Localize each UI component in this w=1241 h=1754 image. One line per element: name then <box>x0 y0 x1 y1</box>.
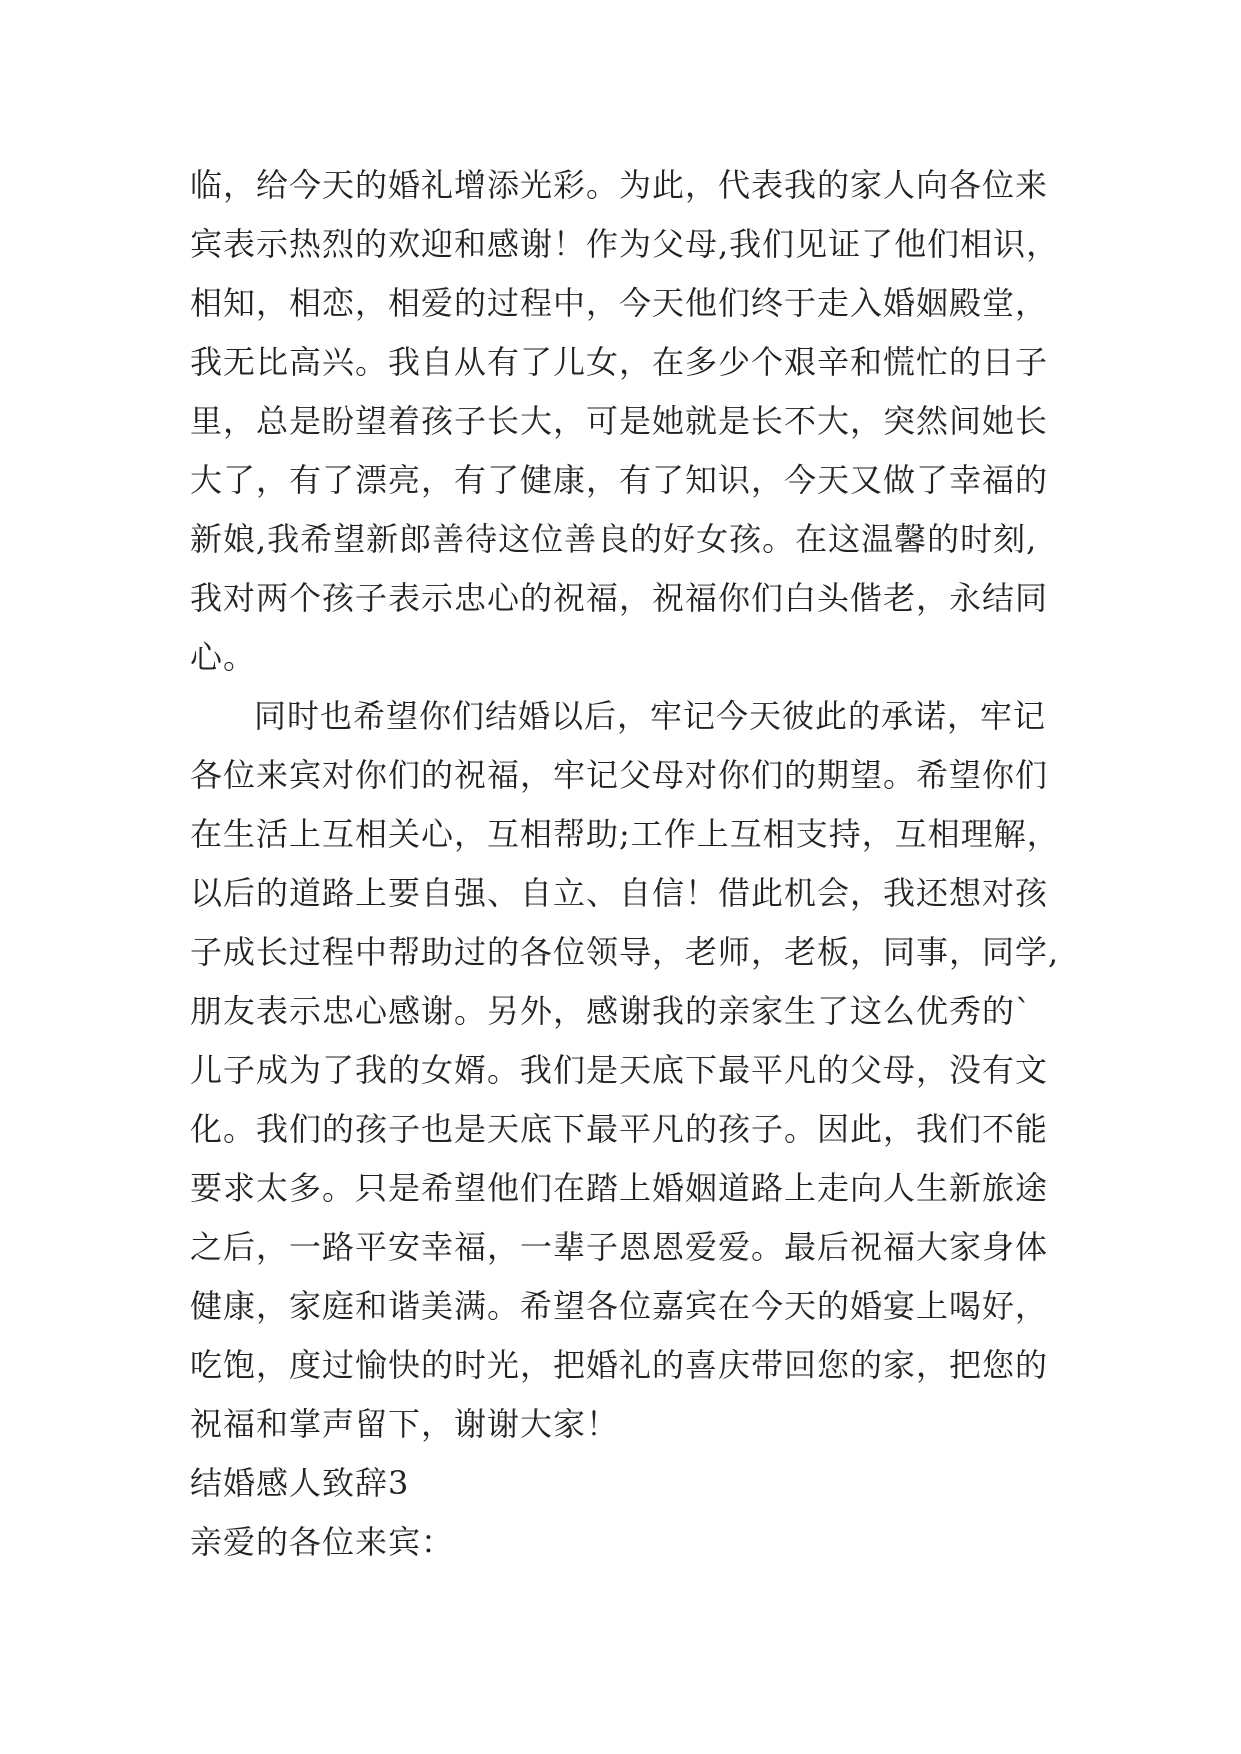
paragraph2-line-13: 祝福和掌声留下，谢谢大家！ <box>190 1405 620 1443</box>
paragraph2-line-10: 之后，一路平安幸福，一辈子恩恩爱爱。最后祝福大家身体 <box>190 1228 1049 1266</box>
paragraph2-line-2: 各位来宾对你们的祝福，牢记父母对你们的期望。希望你们 <box>190 756 1049 794</box>
section-title: 结婚感人致辞3 <box>190 1464 410 1502</box>
paragraph2-line-5: 子成长过程中帮助过的各位领导，老师，老板，同事，同学, <box>190 933 1060 971</box>
paragraph2-line-3: 在生活上互相关心，互相帮助;工作上互相支持，互相理解， <box>190 815 1060 853</box>
paragraph2-line-7: 儿子成为了我的女婿。我们是天底下最平凡的父母，没有文 <box>190 1051 1049 1089</box>
paragraph2-line-9: 要求太多。只是希望他们在踏上婚姻道路上走向人生新旅途 <box>190 1169 1049 1207</box>
greeting-line: 亲爱的各位来宾： <box>190 1523 455 1561</box>
paragraph2-line-12: 吃饱，度过愉快的时光，把婚礼的喜庆带回您的家，把您的 <box>190 1346 1049 1384</box>
paragraph2-line-8: 化。我们的孩子也是天底下最平凡的孩子。因此，我们不能 <box>190 1110 1049 1148</box>
paragraph1-line-8: 我对两个孩子表示忠心的祝福，祝福你们白头偕老，永结同 <box>190 579 1049 617</box>
paragraph1-line-6: 大了，有了漂亮，有了健康，有了知识，今天又做了幸福的 <box>190 461 1049 499</box>
paragraph1-line-5: 里，总是盼望着孩子长大，可是她就是长不大，突然间她长 <box>190 402 1049 440</box>
paragraph1-line-9: 心。 <box>190 638 257 676</box>
paragraph1-line-1: 临，给今天的婚礼增添光彩。为此，代表我的家人向各位来 <box>190 166 1049 204</box>
paragraph2-line-11: 健康，家庭和谐美满。希望各位嘉宾在今天的婚宴上喝好， <box>190 1287 1049 1325</box>
paragraph1-line-3: 相知，相恋，相爱的过程中，今天他们终于走入婚姻殿堂， <box>190 284 1049 322</box>
paragraph2-line-4: 以后的道路上要自强、自立、自信！借此机会，我还想对孩 <box>190 874 1049 912</box>
paragraph1-line-2: 宾表示热烈的欢迎和感谢！作为父母,我们见证了他们相识， <box>190 225 1060 263</box>
paragraph1-line-7: 新娘,我希望新郎善待这位善良的好女孩。在这温馨的时刻, <box>190 520 1038 558</box>
paragraph2-line-1: 同时也希望你们结婚以后，牢记今天彼此的承诺，牢记 <box>254 697 1047 735</box>
paragraph1-line-4: 我无比高兴。我自从有了儿女，在多少个艰辛和慌忙的日子 <box>190 343 1049 381</box>
paragraph2-line-6: 朋友表示忠心感谢。另外，感谢我的亲家生了这么优秀的` <box>190 992 1033 1030</box>
